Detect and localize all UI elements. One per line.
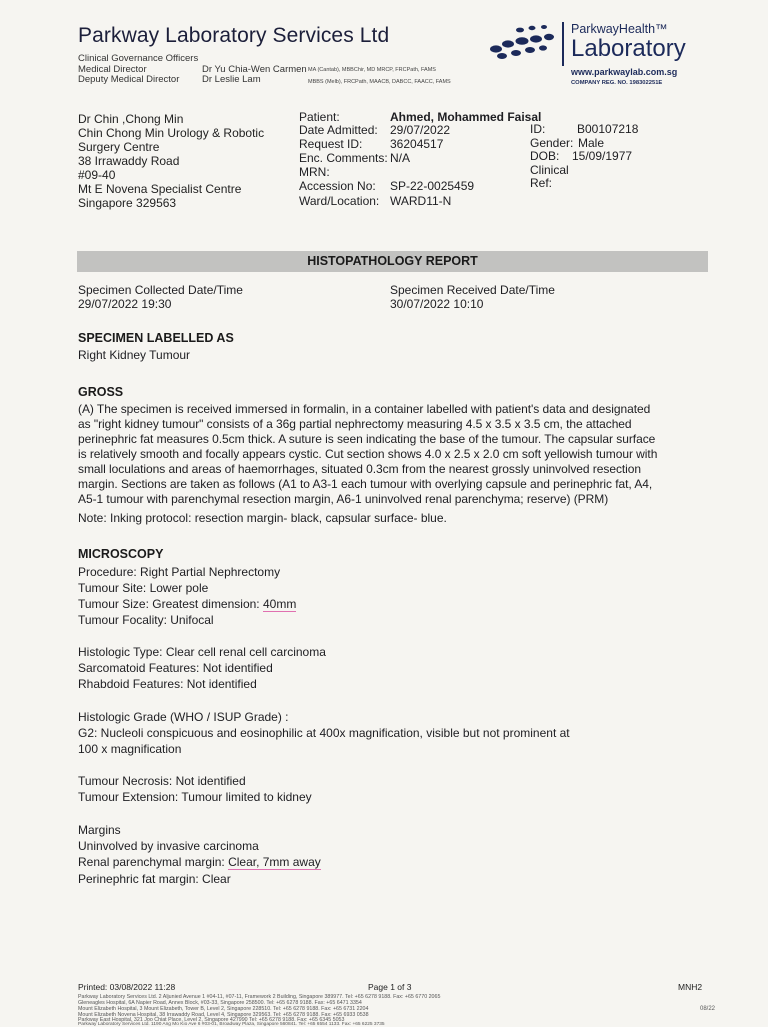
- received-value: 30/07/2022 10:10: [390, 297, 484, 311]
- officers-title: Clinical Governance Officers: [78, 53, 199, 64]
- ward-value: WARD11-N: [390, 194, 452, 208]
- request-id-label: Request ID:: [299, 137, 363, 151]
- gross-line: A5-1 tumour with parenchymal resection margin, A6-1 uninvolved renal parenchyma; reserve) (PRM): [78, 492, 609, 506]
- gross-line: small loculations and areas of haemorrhages, situated 0.3cm from the nearest grossly uninvolved resection: [78, 462, 642, 476]
- gross-line: perinephric fat measures 0.5cm thick. A suture is seen indicating the base of the tumour. The capsular surface: [78, 432, 656, 446]
- address-line: Mt E Novena Specialist Centre: [78, 182, 242, 196]
- margins-label: Margins: [78, 823, 121, 837]
- lab-name: Parkway Laboratory Services Ltd: [78, 24, 390, 47]
- address-line: Surgery Centre: [78, 140, 160, 154]
- gross-note: Note: Inking protocol: resection margin- black, capsular surface- blue.: [78, 511, 447, 525]
- tumour-necrosis: Tumour Necrosis: Not identified: [78, 774, 246, 788]
- labelled-value: Right Kidney Tumour: [78, 348, 191, 362]
- accession-label: Accession No:: [299, 179, 376, 193]
- footer-address: Parkway East Hospital, 321 Joo Chiat Place, Level 2, Singapore 427990 Tel: +65 6278 9188. Fax: +65 6345 5053: [78, 1017, 345, 1023]
- address-line: Chin Chong Min Urology & Robotic: [78, 126, 265, 140]
- parkway-logo-icon: [486, 22, 558, 62]
- dob-value: 15/09/1977: [572, 149, 633, 163]
- footer-address: Parkway Laboratory Services Ltd. 2 Aljunied Avenue 1 #04-11, #07-11, Framework 2 Building, Singapore 389977. Tel: +65 6278 9188. Fax: +65 6770 2065: [78, 994, 441, 1000]
- footer-address: Parkway Laboratory Services Ltd. 1190 Ang Mo Kio Ave 6 #03-01, Broadway Plaza, Singapore 560841. Tel: +65 6554 1133. Fax: +65 6225 3735: [78, 1022, 385, 1027]
- report-title-band: [77, 251, 708, 272]
- renal-margin-value: Clear, 7mm away: [228, 855, 321, 869]
- report-title: HISTOPATHOLOGY REPORT: [307, 254, 478, 268]
- microscopy-heading: MICROSCOPY: [78, 547, 164, 561]
- renal-margin: [78, 855, 321, 869]
- tumour-focality: Tumour Focality: Unifocal: [78, 613, 214, 627]
- enc-comments-value: N/A: [390, 151, 411, 165]
- id-value: B00107218: [577, 122, 639, 136]
- ward-label: Ward/Location:: [299, 194, 380, 208]
- officer-name: Dr Leslie Lam: [202, 74, 261, 85]
- histologic-grade-line: G2: Nucleoli conspicuous and eosinophilic at 400x magnification, visible but not prominent at: [78, 726, 570, 740]
- company-reg: COMPANY REG. NO. 198302251E: [571, 80, 663, 86]
- website-link[interactable]: www.parkwaylab.com.sg: [571, 67, 678, 77]
- date-admitted-value: 29/07/2022: [390, 123, 451, 137]
- sarcomatoid-features: Sarcomatoid Features: Not identified: [78, 661, 273, 675]
- officer-role: Deputy Medical Director: [78, 74, 180, 85]
- address-line: 38 Irrawaddy Road: [78, 154, 180, 168]
- location-code: MNH2: [678, 982, 703, 992]
- gross-line: as "right kidney tumour" consists of a 36g partial nephrectomy measuring 4.5 x 3.5 x 3.5 cm, the attached: [78, 417, 632, 431]
- ref-label: Ref:: [530, 176, 553, 190]
- accession-value: SP-22-0025459: [390, 179, 475, 193]
- gender-value: Male: [578, 136, 605, 150]
- footer-address: Gleneagles Hospital, 6A Napier Road, Annex Block, #03-33, Singapore 258500. Tel: +65 6278 9188. Fax: +65 6471 3354: [78, 1000, 362, 1006]
- gross-line: is relatively smooth and focally appears cystic. Cut section shows 4.0 x 2.5 x 2.0 cm soft yellowish tumour with: [78, 447, 658, 461]
- tumour-size-value: 40mm: [262, 597, 297, 611]
- labelled-heading: SPECIMEN LABELLED AS: [78, 331, 234, 345]
- doctor-name: Dr Chin ,Chong Min: [78, 112, 184, 126]
- footer-address: Mount Elizabeth Hospital, 3 Mount Elizabeth, Tower B, Level 2, Singapore 228510. Tel: +65 6278 9188. Fax: +65 6731 2204: [78, 1006, 369, 1012]
- form-code: 08/22: [700, 1006, 716, 1012]
- tumour-size: [78, 597, 296, 611]
- renal-margin-label: Renal parenchymal margin:: [78, 855, 229, 869]
- tumour-extension: Tumour Extension: Tumour limited to kidney: [78, 790, 312, 804]
- gross-line: (A) The specimen is received immersed in formalin, in a container labelled with patient's data and designated: [78, 402, 651, 416]
- tumour-size-label: Tumour Size: Greatest dimension:: [78, 597, 263, 611]
- request-id-value: 36204517: [390, 137, 444, 151]
- officer-name: Dr Yu Chia-Wen Carmen: [202, 64, 307, 75]
- mrn-label: MRN:: [299, 165, 330, 179]
- patient-name: Ahmed, Mohammed Faisal: [390, 110, 542, 124]
- officer-qualifications: MBBS (Melb), FRCPath, MAACB, DABCC, FAACC, FAMS: [308, 79, 451, 85]
- date-admitted-label: Date Admitted:: [299, 123, 378, 137]
- gross-line: margin. Sections are taken as follows (A1 to A3-1 each tumour with overlying capsule and perinephric fat, A4,: [78, 477, 653, 491]
- histologic-grade-line: 100 x magnification: [78, 742, 182, 756]
- footer-address: Mount Elizabeth Novena Hospital, 38 Irrawaddy Road, Level 4, Singapore 329563. Tel: +65 6278 9188. Fax: +65 6933 0538: [78, 1012, 369, 1018]
- perinephric-margin: Perinephric fat margin: Clear: [78, 872, 231, 886]
- dob-label: DOB:: [530, 149, 560, 163]
- officer-qualifications: MA (Cantab), MBBChir, MD MRCP, FRCPath, FAMS: [308, 67, 436, 73]
- histologic-grade-label: Histologic Grade (WHO / ISUP Grade) :: [78, 710, 289, 724]
- collected-label: Specimen Collected Date/Time: [78, 283, 243, 297]
- patient-label: Patient:: [299, 110, 340, 124]
- id-label: ID:: [530, 122, 546, 136]
- address-line: #09-40: [78, 168, 116, 182]
- address-line: Singapore 329563: [78, 196, 177, 210]
- logo-divider: [562, 22, 564, 66]
- procedure: Procedure: Right Partial Nephrectomy: [78, 565, 281, 579]
- page-number: Page 1 of 3: [368, 982, 412, 992]
- received-label: Specimen Received Date/Time: [390, 283, 555, 297]
- gender-label: Gender:: [530, 136, 574, 150]
- brand-main: Laboratory: [571, 35, 686, 62]
- collected-value: 29/07/2022 19:30: [78, 297, 172, 311]
- tumour-site: Tumour Site: Lower pole: [78, 581, 209, 595]
- officer-role: Medical Director: [78, 64, 147, 75]
- histologic-type: Histologic Type: Clear cell renal cell carcinoma: [78, 645, 326, 659]
- printed-timestamp: Printed: 03/08/2022 11:28: [78, 982, 176, 992]
- margins-status: Uninvolved by invasive carcinoma: [78, 839, 259, 853]
- rhabdoid-features: Rhabdoid Features: Not identified: [78, 677, 257, 691]
- clinical-label: Clinical: [530, 163, 569, 177]
- enc-comments-label: Enc. Comments:: [299, 151, 388, 165]
- gross-heading: GROSS: [78, 385, 124, 399]
- brand-top: ParkwayHealth™: [571, 22, 668, 36]
